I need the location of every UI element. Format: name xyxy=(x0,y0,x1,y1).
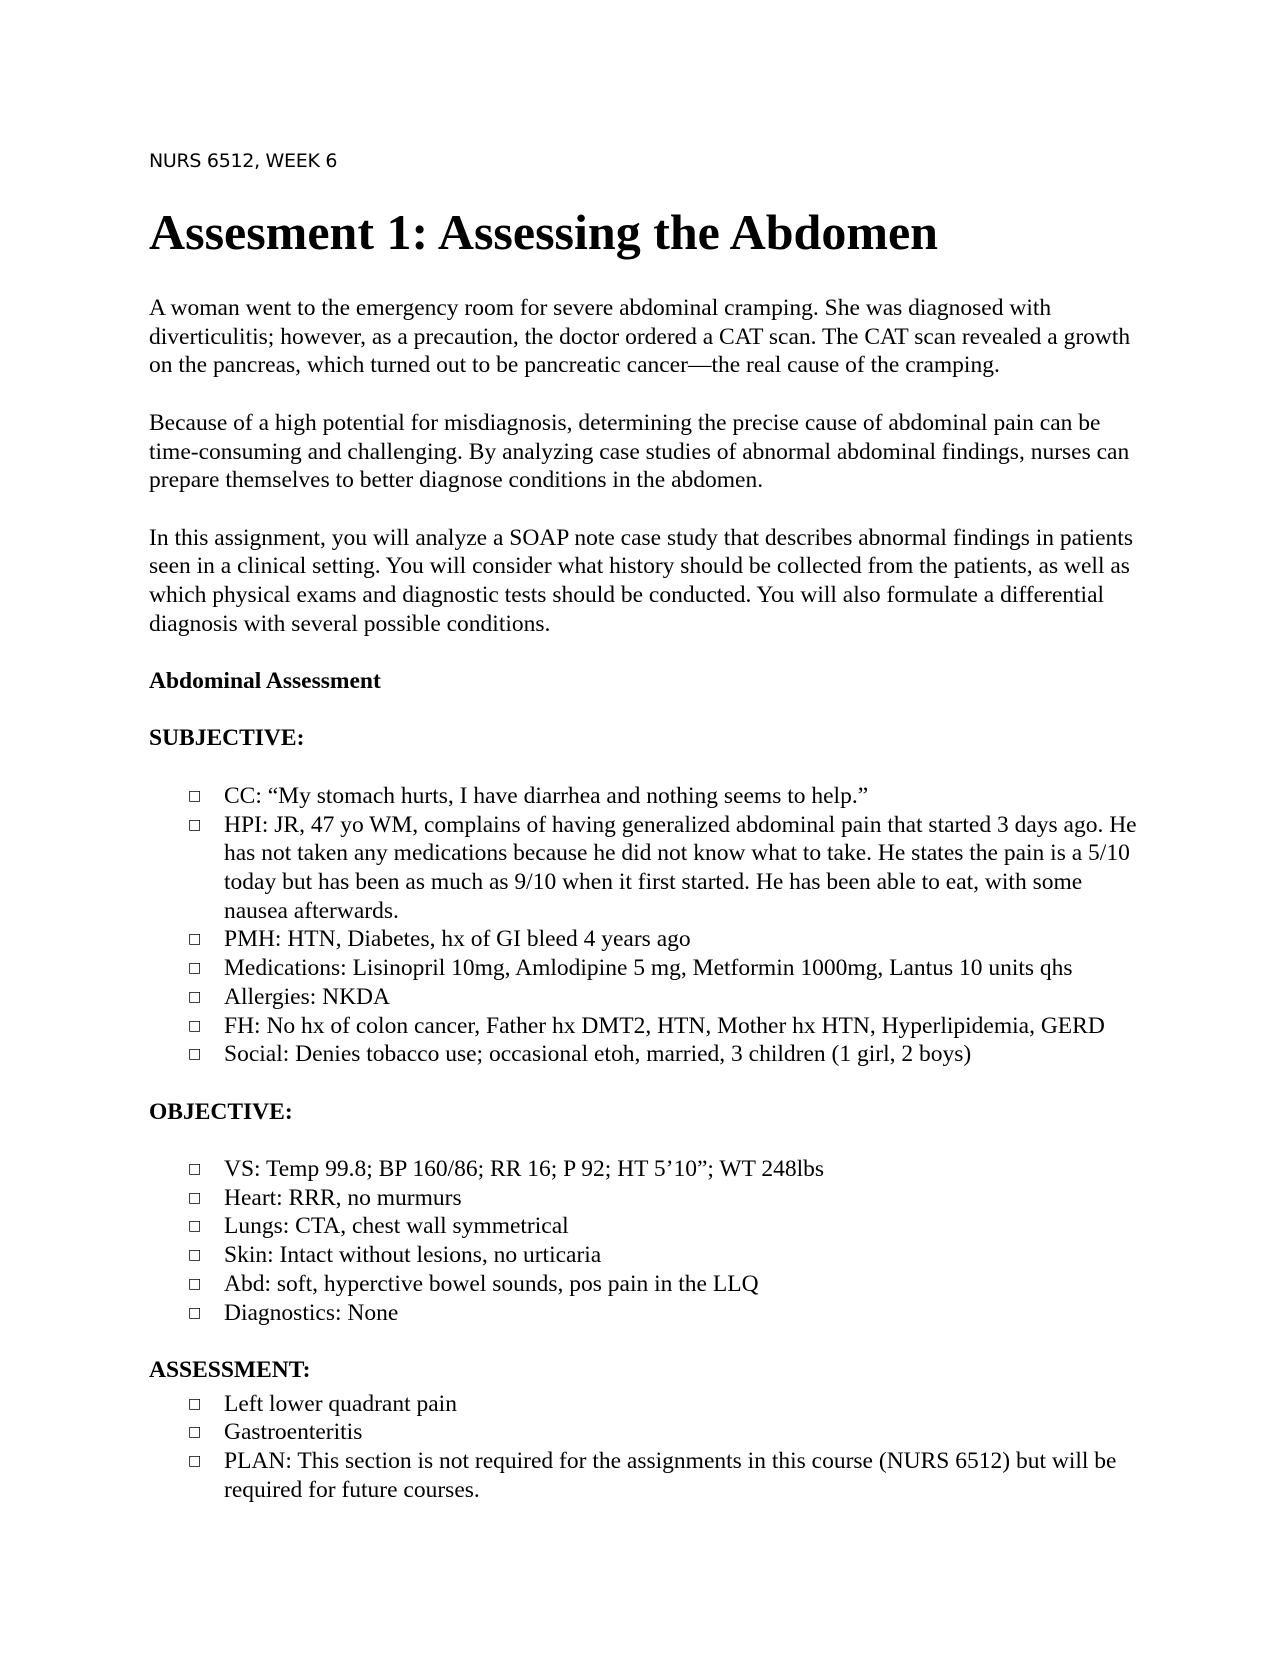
list-item-text: HPI: JR, 47 yo WM, complains of having generalized abdominal pain that started 3 days ago. He has not taken any medications because he did not know what to take. He states the pain is a 5/10 today but has been as much as 9/10 when it first started. He has been able to eat, with some nausea afterwards. xyxy=(224,811,1137,924)
list-item xyxy=(149,811,1139,926)
bullet-icon: □ xyxy=(188,1304,202,1321)
bullet-icon: □ xyxy=(188,1017,202,1034)
course-header: NURS 6512, WEEK 6 xyxy=(149,150,338,172)
list-item-text: Heart: RRR, no murmurs xyxy=(224,1184,462,1211)
bullet-icon: □ xyxy=(188,1160,202,1177)
bullet-icon: □ xyxy=(188,931,202,948)
list-item xyxy=(149,1040,1139,1069)
list-item-text: Gastroenteritis xyxy=(224,1419,363,1446)
list-item-text: Skin: Intact without lesions, no urticaria xyxy=(224,1242,602,1269)
abdominal-assessment-heading: Abdominal Assessment xyxy=(149,668,381,695)
list-item xyxy=(149,925,1139,954)
list-item xyxy=(149,1447,1139,1504)
list-item-text: Left lower quadrant pain xyxy=(224,1390,457,1417)
list-item xyxy=(149,983,1139,1012)
list-item-text: Social: Denies tobacco use; occasional etoh, married, 3 children (1 girl, 2 boys) xyxy=(224,1041,972,1068)
list-item xyxy=(149,1241,1139,1270)
list-item-text: FH: No hx of colon cancer, Father hx DMT2, HTN, Mother hx HTN, Hyperlipidemia, GERD xyxy=(224,1012,1105,1039)
page-title: Assesment 1: Assessing the Abdomen xyxy=(149,204,938,260)
list-item-text: VS: Temp 99.8; BP 160/86; RR 16; P 92; HT 5’10”; WT 248lbs xyxy=(224,1155,825,1182)
bullet-icon: □ xyxy=(188,1046,202,1063)
bullet-icon: □ xyxy=(188,1275,202,1292)
objective-list xyxy=(149,1155,1139,1327)
list-item xyxy=(149,1212,1139,1241)
list-item-text: Diagnostics: None xyxy=(224,1299,399,1326)
bullet-icon: □ xyxy=(188,1395,202,1412)
bullet-icon: □ xyxy=(188,960,202,977)
objective-heading: OBJECTIVE: xyxy=(149,1098,293,1125)
list-item-text: Medications: Lisinopril 10mg, Amlodipine 5 mg, Metformin 1000mg, Lantus 10 units qhs xyxy=(224,955,1073,982)
list-item xyxy=(149,1418,1139,1447)
list-item xyxy=(149,1390,1139,1419)
bullet-icon: □ xyxy=(188,1424,202,1441)
list-item xyxy=(149,782,1139,811)
bullet-icon: □ xyxy=(188,1218,202,1235)
list-item-text: PMH: HTN, Diabetes, hx of GI bleed 4 years ago xyxy=(224,926,691,953)
assessment-heading: ASSESSMENT: xyxy=(149,1356,311,1383)
list-item-text: PLAN: This section is not required for the assignments in this course (NURS 6512) but will be required for future courses. xyxy=(224,1448,1117,1503)
bullet-icon: □ xyxy=(188,1453,202,1469)
list-item xyxy=(149,1012,1139,1041)
list-item xyxy=(149,1270,1139,1299)
intro-paragraph-1: A woman went to the emergency room for severe abdominal cramping. She was diagnosed with diverticulitis; however, as a precaution, the doctor ordered a CAT scan. The CAT scan revealed a growth on the pancreas, which turned out to be pancreatic cancer—the real cause of the cramping. xyxy=(149,295,1131,379)
bullet-icon: □ xyxy=(188,1247,202,1264)
list-item-text: Lungs: CTA, chest wall symmetrical xyxy=(224,1213,569,1240)
document-body xyxy=(149,294,1139,1533)
subjective-list xyxy=(149,782,1139,1069)
bullet-icon: □ xyxy=(188,816,202,833)
list-item xyxy=(149,1299,1139,1328)
bullet-icon: □ xyxy=(188,787,202,804)
intro-paragraph-3: In this assignment, you will analyze a SOAP note case study that describes abnormal findings in patients seen in a clinical setting. You will consider what history should be collected from the patients, as well as which physical exams and diagnostic tests should be conducted. You will also formulate a differential diagnosis with several possible conditions. xyxy=(149,524,1133,637)
list-item-text: Allergies: NKDA xyxy=(224,983,391,1010)
bullet-icon: □ xyxy=(188,1189,202,1206)
list-item xyxy=(149,1155,1139,1184)
bullet-icon: □ xyxy=(188,988,202,1005)
list-item-text: Abd: soft, hyperctive bowel sounds, pos pain in the LLQ xyxy=(224,1270,759,1297)
list-item-text: CC: “My stomach hurts, I have diarrhea and nothing seems to help.” xyxy=(224,782,869,809)
subjective-heading: SUBJECTIVE: xyxy=(149,725,305,752)
list-item xyxy=(149,954,1139,983)
list-item xyxy=(149,1184,1139,1213)
assessment-list xyxy=(149,1390,1139,1505)
intro-paragraph-2: Because of a high potential for misdiagnosis, determining the precise cause of abdominal pain can be time-consuming and challenging. By analyzing case studies of abnormal abdominal findings, nurses can prepare themselves to better diagnose conditions in the abdomen. xyxy=(149,409,1130,494)
